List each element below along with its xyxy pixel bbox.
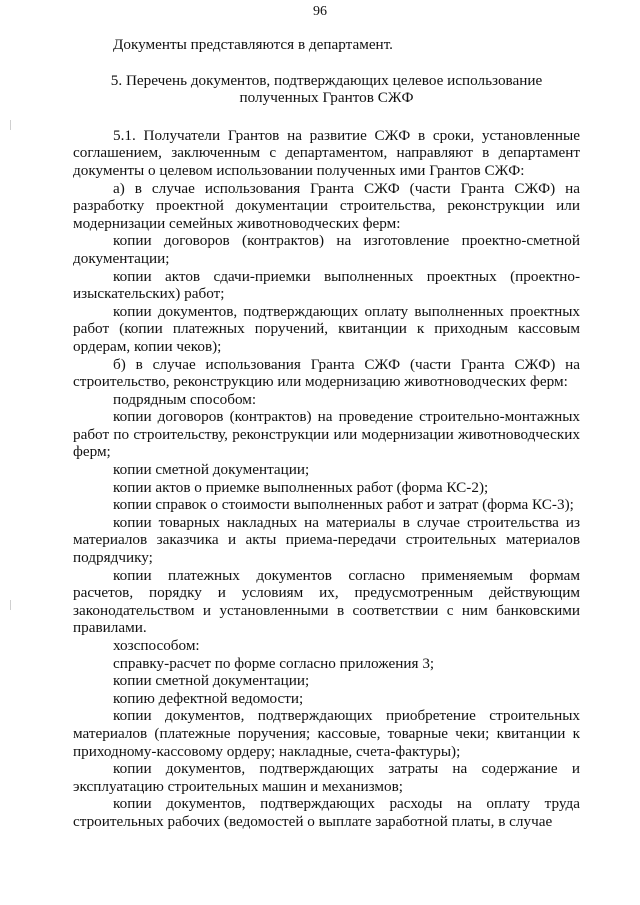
paragraph: копии актов о приемке выполненных работ (форма КС-2); xyxy=(113,478,489,496)
paragraph: копии документов, подтверждающих оплату выполненных проектных работ (копии платежных поручений, квитанции к приходным кассовым ордерам, копии чеков); xyxy=(73,302,580,355)
paragraph: копии договоров (контрактов) на проведение строительно-монтажных работ по строительству, реконструкции или модернизации животноводческих ферм; xyxy=(73,408,580,461)
document-body xyxy=(73,36,580,831)
scan-mark xyxy=(10,600,11,610)
paragraph: копии сметной документации; xyxy=(113,672,310,690)
paragraph: копии сметной документации; xyxy=(113,461,310,479)
paragraph: б) в случае использования Гранта СЖФ (части Гранта СЖФ) на строительство, реконструкцию или модернизацию животноводческих ферм: xyxy=(73,355,580,391)
paragraph: подрядным способом: xyxy=(113,390,257,408)
section-heading-line: полученных Грантов СЖФ xyxy=(239,89,414,107)
paragraph: копию дефектной ведомости; xyxy=(113,689,304,707)
paragraph: а) в случае использования Гранта СЖФ (части Гранта СЖФ) на разработку проектной документации строительства, реконструкции или модернизации семейных животноводческих ферм: xyxy=(73,179,580,232)
paragraph: копии справок о стоимости выполненных работ и затрат (форма КС-3); xyxy=(113,496,574,514)
scan-mark xyxy=(10,120,11,130)
paragraph: копии договоров (контрактов) на изготовление проектно-сметной документации; xyxy=(73,232,580,267)
paragraph: копии товарных накладных на материалы в случае строительства из материалов заказчика и акты приема-передачи строительных материалов подрядчику; xyxy=(73,513,580,567)
paragraph: копии платежных документов согласно применяемым формам расчетов, порядку и условиям их, предусмотренным действующим законодательством и установленными в соответствии с ним банковскими правилами. xyxy=(73,566,580,637)
paragraph: копии документов, подтверждающих расходы на оплату труда строительных рабочих (ведомостей о выплате заработной платы, в случае xyxy=(73,795,580,830)
page-number: 96 xyxy=(313,4,327,19)
paragraph: справку-расчет по форме согласно приложения 3; xyxy=(113,654,435,672)
paragraph: хозспособом: xyxy=(113,637,200,654)
section-heading xyxy=(73,72,580,107)
paragraph: копии документов, подтверждающих затраты на содержание и эксплуатацию строительных машин и механизмов; xyxy=(73,760,580,795)
section-heading-line: 5. Перечень документов, подтверждающих целевое использование xyxy=(110,71,543,89)
paragraph: копии актов сдачи-приемки выполненных проектных (проектно-изыскательских) работ; xyxy=(73,267,580,303)
paragraph: 5.1. Получатели Грантов на развитие СЖФ в сроки, установленные соглашением, заключенным с департаментом, направляют в департамент документы о целевом использовании полученных ими Грантов СЖФ: xyxy=(73,126,580,179)
intro-paragraph: Документы представляются в департамент. xyxy=(113,36,393,53)
paragraph: копии документов, подтверждающих приобретение строительных материалов (платежные поручения; кассовые, товарные чеки; квитанции к приходному-кассовому ордеру; накладные, счета-фактуры); xyxy=(73,707,580,760)
